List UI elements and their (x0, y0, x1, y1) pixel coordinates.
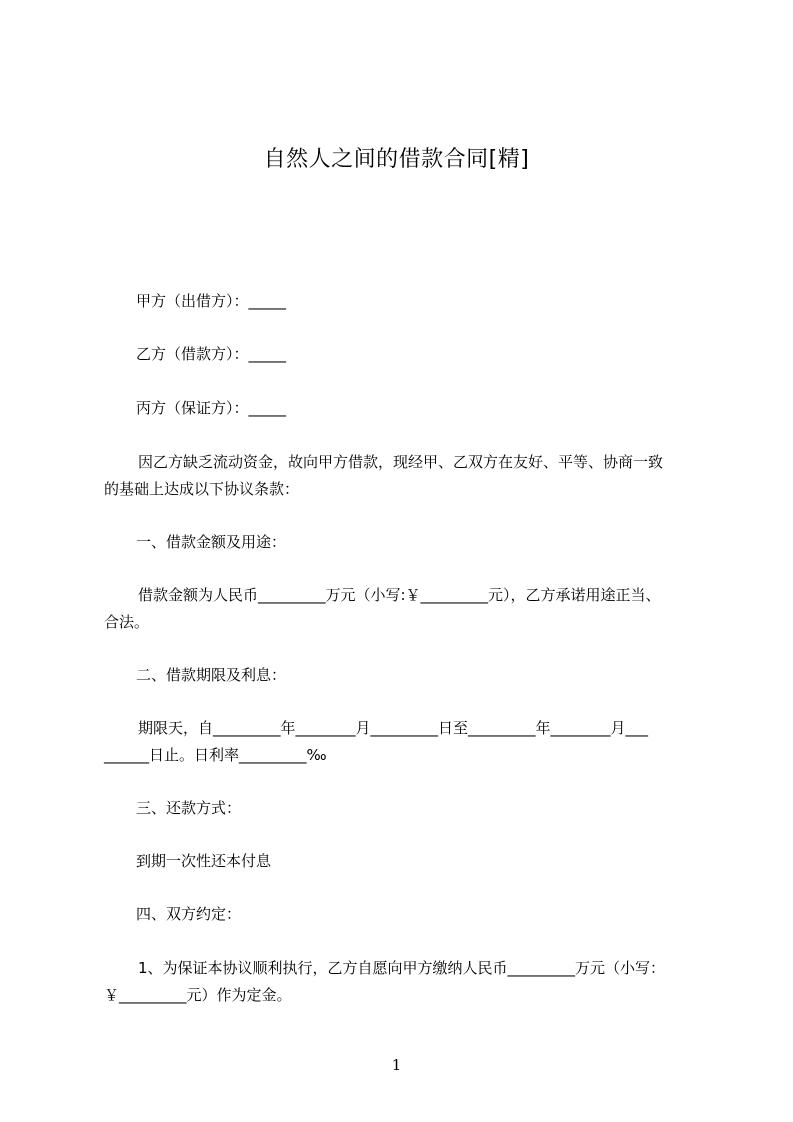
section-4-heading: 四、双方约定： (136, 905, 242, 923)
intro-line-1: 因乙方缺乏流动资金，故向甲方借款，现经甲、乙双方在友好、平等、协商一致 (138, 453, 664, 471)
section-1-line-1: 借款金额为人民币_________万元（小写:￥_________元），乙方承诺用途正当、 (138, 586, 661, 604)
party-a-line: 甲方（出借方）：_____ (136, 292, 287, 310)
party-c-line: 丙方（保证方）：_____ (136, 399, 287, 417)
section-2-line-1: 期限天，自_________年________月_________日至_________年________月___ (138, 719, 649, 737)
section-3-heading: 三、还款方式： (136, 799, 242, 817)
section-2-heading: 二、借款期限及利息： (136, 666, 287, 684)
clause-1-line-2: ￥_________元）作为定金。 (104, 986, 292, 1004)
section-1-line-2: 合法。 (104, 613, 150, 631)
intro-line-2: 的基础上达成以下协议条款： (104, 480, 300, 498)
section-1-heading: 一、借款金额及用途： (136, 533, 287, 551)
clause-1-line-1: 1、为保证本协议顺利执行，乙方自愿向甲方缴纳人民币_________万元（小写： (138, 959, 666, 977)
section-3-body: 到期一次性还本付息 (136, 852, 272, 870)
page-number: 1 (391, 1056, 402, 1074)
section-2-line-2: ______日止。日利率_________‰ (104, 746, 327, 764)
document-title: 自然人之间的借款合同[精] (263, 147, 530, 172)
party-b-line: 乙方（借款方）：_____ (136, 345, 287, 363)
